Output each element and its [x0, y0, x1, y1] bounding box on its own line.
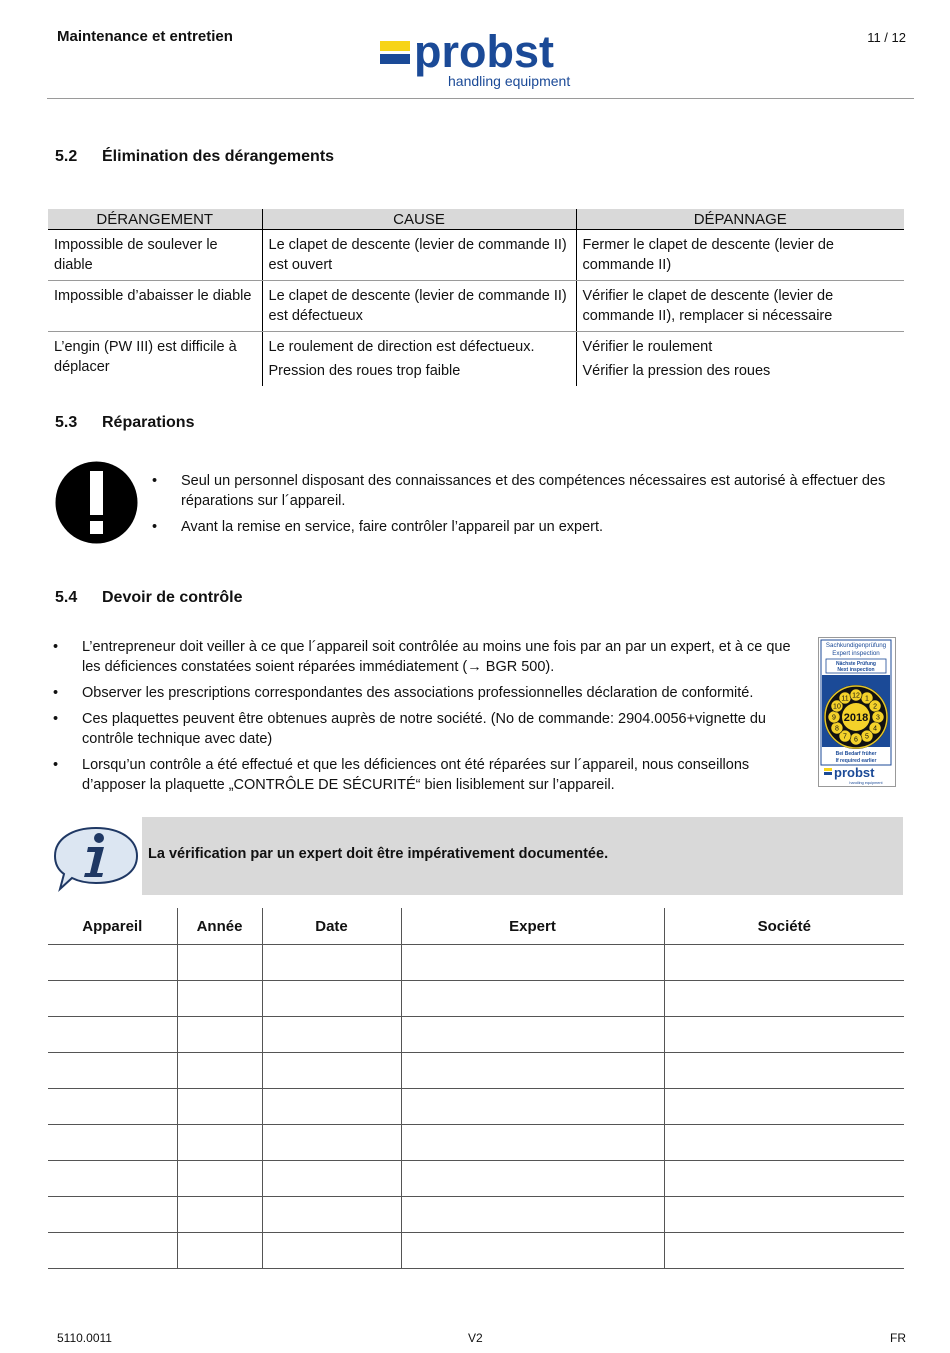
exclamation-icon — [55, 461, 138, 544]
section-number: 5.3 — [55, 414, 78, 431]
record-cell[interactable] — [262, 1161, 401, 1197]
list-item: • Observer les prescriptions correspondantes des associations professionnelles déclaration de conformité. — [53, 683, 808, 703]
table-row — [48, 981, 904, 1017]
column-header: Date — [262, 908, 401, 945]
record-cell[interactable] — [48, 981, 177, 1017]
record-cell[interactable] — [48, 1017, 177, 1053]
record-cell[interactable] — [48, 1233, 177, 1269]
inspection-record-table — [48, 908, 904, 1269]
section-heading-5-4 — [55, 589, 242, 607]
info-icon — [52, 825, 140, 893]
section-heading-5-2 — [55, 148, 334, 166]
sticker-brand: probst — [834, 765, 875, 780]
sticker-brand-sub: handling equipment — [849, 781, 883, 785]
sticker-line2: Expert inspection — [832, 650, 880, 657]
sticker-year: 2018 — [843, 712, 869, 724]
record-cell[interactable] — [664, 1089, 904, 1125]
column-header: Expert — [401, 908, 664, 945]
table-row — [48, 230, 904, 281]
dial-number: 12 — [852, 692, 860, 700]
remedy-text: Vérifier la pression des roues — [582, 363, 771, 379]
table-row — [48, 1233, 904, 1269]
sticker-line1: Sachkundigenprüfung — [825, 642, 887, 649]
record-cell[interactable] — [177, 945, 262, 981]
sticker-line5: Bei Bedarf früher — [835, 751, 877, 757]
fault-cell: Impossible d’abaisser le diable — [48, 281, 262, 332]
record-cell[interactable] — [401, 945, 664, 981]
dial-number: 7 — [843, 733, 847, 741]
record-cell[interactable] — [401, 981, 664, 1017]
record-cell[interactable] — [262, 1197, 401, 1233]
sticker-line4: Next inspection — [837, 667, 875, 673]
record-cell[interactable] — [48, 1197, 177, 1233]
section-heading-5-3 — [55, 414, 194, 432]
record-cell[interactable] — [664, 1125, 904, 1161]
record-cell[interactable] — [664, 981, 904, 1017]
column-header: DÉRANGEMENT — [48, 209, 262, 230]
table-row — [48, 1161, 904, 1197]
troubleshooting-table — [48, 209, 904, 386]
record-cell[interactable] — [401, 1089, 664, 1125]
dial-number: 1 — [865, 695, 869, 703]
logo-name: probst — [414, 26, 554, 77]
record-cell[interactable] — [262, 1053, 401, 1089]
remedy-cell — [576, 332, 904, 387]
record-cell[interactable] — [401, 1197, 664, 1233]
dial-number: 8 — [834, 725, 839, 733]
record-cell[interactable] — [177, 1161, 262, 1197]
record-cell[interactable] — [177, 1233, 262, 1269]
header-divider — [47, 98, 914, 99]
section-title: Devoir de contrôle — [102, 589, 243, 606]
section-number: 5.4 — [55, 589, 78, 606]
table-header-row — [48, 908, 904, 945]
footer-language: FR — [890, 1331, 906, 1345]
list-item: • Lorsqu’un contrôle a été effectué et que les déficiences ont été réparées sur l´appareil, nous conseillons d’apposer la plaquette „CONTRÔLE DE SÉCURITÉ“ bien lisiblement sur l’appareil. — [53, 755, 808, 795]
record-cell[interactable] — [48, 945, 177, 981]
footer-doc-number: 5110.0011 — [57, 1331, 112, 1345]
remedy-text: Vérifier le clapet de descente (levier de commande II), remplacer si nécessaire — [582, 288, 834, 324]
remedy-cell — [576, 281, 904, 332]
table-row — [48, 281, 904, 332]
table-row — [48, 1125, 904, 1161]
record-cell[interactable] — [48, 1089, 177, 1125]
list-item: • L’entrepreneur doit veiller à ce que l´appareil soit contrôlée au moins une fois par an par un expert, et à ce que les déficiences constatées soient réparées immédiatement (→ BGR 500). — [53, 637, 808, 677]
repair-notes-list — [152, 471, 897, 543]
list-item: • Avant la remise en service, faire contrôler l’appareil par un expert. — [152, 517, 897, 537]
record-cell[interactable] — [48, 1053, 177, 1089]
cause-text: Le clapet de descente (levier de commande II) est défectueux — [268, 288, 567, 324]
record-cell[interactable] — [664, 1197, 904, 1233]
column-header: CAUSE — [262, 209, 576, 230]
section-number: 5.2 — [55, 148, 78, 165]
record-cell[interactable] — [664, 1161, 904, 1197]
dial-number: 11 — [841, 695, 849, 703]
footer-version: V2 — [468, 1331, 483, 1345]
table-row — [48, 332, 904, 387]
remedy-cell — [576, 230, 904, 281]
dial-number: 3 — [876, 714, 880, 722]
inspection-duty-list — [53, 637, 808, 801]
dial-number: 6 — [854, 736, 858, 744]
inspection-sticker-image — [818, 637, 896, 787]
record-cell[interactable] — [262, 981, 401, 1017]
list-item: • Seul un personnel disposant des connaissances et des compétences nécessaires est autorisé à effectuer des réparations sur l´appareil. — [152, 471, 897, 511]
logo-yellow-bar — [380, 41, 410, 51]
header-section-title: Maintenance et entretien — [57, 28, 233, 45]
dial-number: 2 — [873, 703, 878, 711]
record-cell[interactable] — [177, 1197, 262, 1233]
dial-number: 9 — [832, 714, 836, 722]
record-cell[interactable] — [664, 1053, 904, 1089]
cause-cell — [262, 332, 576, 387]
cause-cell — [262, 281, 576, 332]
sticker-line6: If required earlier — [835, 758, 877, 764]
record-table-body — [48, 945, 904, 1269]
record-cell[interactable] — [401, 1125, 664, 1161]
record-cell[interactable] — [48, 1161, 177, 1197]
record-cell[interactable] — [177, 1017, 262, 1053]
table-row — [48, 1053, 904, 1089]
record-cell[interactable] — [177, 1053, 262, 1089]
record-cell[interactable] — [664, 1233, 904, 1269]
record-cell[interactable] — [401, 1233, 664, 1269]
record-cell[interactable] — [48, 1125, 177, 1161]
dial-number: 10 — [833, 703, 841, 711]
section-title: Élimination des dérangements — [102, 148, 335, 165]
record-cell[interactable] — [664, 1017, 904, 1053]
column-header: Appareil — [48, 908, 177, 945]
table-row — [48, 945, 904, 981]
info-box — [142, 817, 903, 895]
cause-text: Le roulement de direction est défectueux. — [268, 339, 535, 355]
record-cell[interactable] — [664, 945, 904, 981]
cause-cell — [262, 230, 576, 281]
table-row — [48, 1197, 904, 1233]
probst-logo — [378, 26, 590, 94]
logo-subtitle: handling equipment — [448, 73, 571, 89]
sticker-line3: Nächste Prüfung — [835, 661, 877, 667]
dial-number: 4 — [873, 725, 878, 733]
logo-blue-bar — [380, 54, 410, 64]
list-item: • Ces plaquettes peuvent être obtenues auprès de notre société. (No de commande: 2904.0056+vignette du contrôle technique avec date) — [53, 709, 808, 749]
remedy-text: Fermer le clapet de descente (levier de commande II) — [582, 237, 834, 273]
cause-text: Pression des roues trop faible — [268, 363, 461, 379]
record-cell[interactable] — [401, 1161, 664, 1197]
record-cell[interactable] — [401, 1053, 664, 1089]
page-number: 11 / 12 — [867, 30, 906, 45]
cause-text: Le clapet de descente (levier de commande II) est ouvert — [268, 237, 567, 273]
column-header: Société — [664, 908, 904, 945]
record-cell[interactable] — [262, 1017, 401, 1053]
record-cell[interactable] — [262, 1089, 401, 1125]
record-cell[interactable] — [177, 1089, 262, 1125]
fault-cell: L’engin (PW III) est difficile à déplacer — [54, 339, 237, 375]
table-header-row — [48, 209, 904, 230]
record-cell[interactable] — [262, 1233, 401, 1269]
record-cell[interactable] — [262, 945, 401, 981]
fault-cell: Impossible de soulever le diable — [48, 230, 262, 281]
table-row — [48, 1017, 904, 1053]
record-cell[interactable] — [177, 1125, 262, 1161]
column-header: Année — [177, 908, 262, 945]
record-cell[interactable] — [262, 1125, 401, 1161]
dial-number: 5 — [865, 733, 869, 741]
table-row — [48, 1089, 904, 1125]
section-title: Réparations — [102, 414, 195, 431]
info-text: La vérification par un expert doit être impérativement documentée. — [148, 846, 609, 862]
remedy-text: Vérifier le roulement — [582, 339, 713, 355]
record-cell[interactable] — [177, 981, 262, 1017]
record-cell[interactable] — [401, 1017, 664, 1053]
column-header: DÉPANNAGE — [576, 209, 904, 230]
